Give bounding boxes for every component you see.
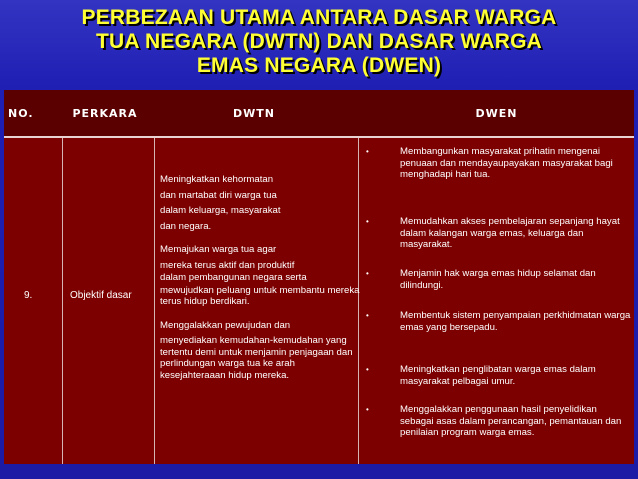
column-divider [154,138,155,464]
title-line-2: TUA NEGARA (DWTN) DAN DASAR WARGA [95,30,542,53]
dwtn-line: Memajukan warga tua agar [160,244,277,255]
slide-title [20,6,618,78]
cell-dwtn [160,174,360,393]
dwtn-paragraph-3 [160,320,360,382]
title-line-1: PERBEZAAN UTAMA ANTARA DASAR WARGA [81,6,557,29]
table-header-row [4,90,634,138]
cell-perkara: Objektif dasar [70,290,132,301]
dwtn-line: mewujudkan peluang untuk membantu mereka terus hidup berdikari. [160,284,360,307]
dwtn-line: dan negara. [160,220,212,232]
header-perkara [64,90,146,136]
dwtn-line: dalam pembangunan negara serta [160,272,307,283]
cell-no: 9. [24,290,33,301]
dwen-item-text: Menjamin hak warga emas hidup selamat dan dilindungi. [400,268,596,291]
dwen-item-text: Menggalakkan penggunaan hasil penyelidikan sebagai asas dalam perancangan, pemantauan dan penilaian program warga emas. [400,404,622,438]
dwtn-paragraph-1 [160,174,360,232]
bullet-icon: • [366,311,369,320]
header-perkara-label: PERKARA [72,106,138,120]
dwtn-line: Menggalakkan pewujudan dan [160,319,291,331]
bullet-icon: • [366,405,369,414]
bullet-icon: • [366,147,369,156]
header-no: NO. [8,106,34,120]
comparison-table [4,90,634,464]
title-line-3: EMAS NEGARA (DWEN) [196,54,442,77]
dwtn-line: Meningkatkan kehormatan [160,174,274,185]
column-divider [62,138,63,464]
header-dwtn: DWTN [233,106,275,120]
dwen-item-text: Membangunkan masyarakat prihatin mengenai penuaan dan mendayaupayakan masyarakat bagi menghadapi hari tua. [400,146,613,180]
dwen-item-text: Membentuk sistem penyampaian perkhidmatan warga emas yang bersepadu. [400,310,631,333]
dwtn-line: dan martabat diri warga tua [160,189,277,201]
bullet-icon: • [366,269,369,278]
slide-footer-band [0,466,638,479]
bullet-icon: • [366,217,369,226]
dwen-item-text: Memudahkan akses pembelajaran sepanjang hayat dalam kalangan warga emas, keluarga dan masyarakat. [400,216,620,250]
header-dwen: DWEN [475,106,518,120]
dwtn-line: dalam keluarga, masyarakat [160,205,281,216]
dwen-item-text: Meningkatkan penglibatan warga emas dalam masyarakat pelbagai umur. [400,364,596,387]
bullet-icon: • [366,365,369,374]
dwtn-line: menyediakan kemudahan-kemudahan yang tertentu demi untuk menjamin penjagaan dan perlindungan warga tua ke arah kesejahteraaan hidup mereka. [160,335,353,381]
table-row [4,138,634,464]
dwtn-line: mereka terus aktif dan produktif [160,259,295,271]
dwtn-paragraph-2 [160,244,360,308]
